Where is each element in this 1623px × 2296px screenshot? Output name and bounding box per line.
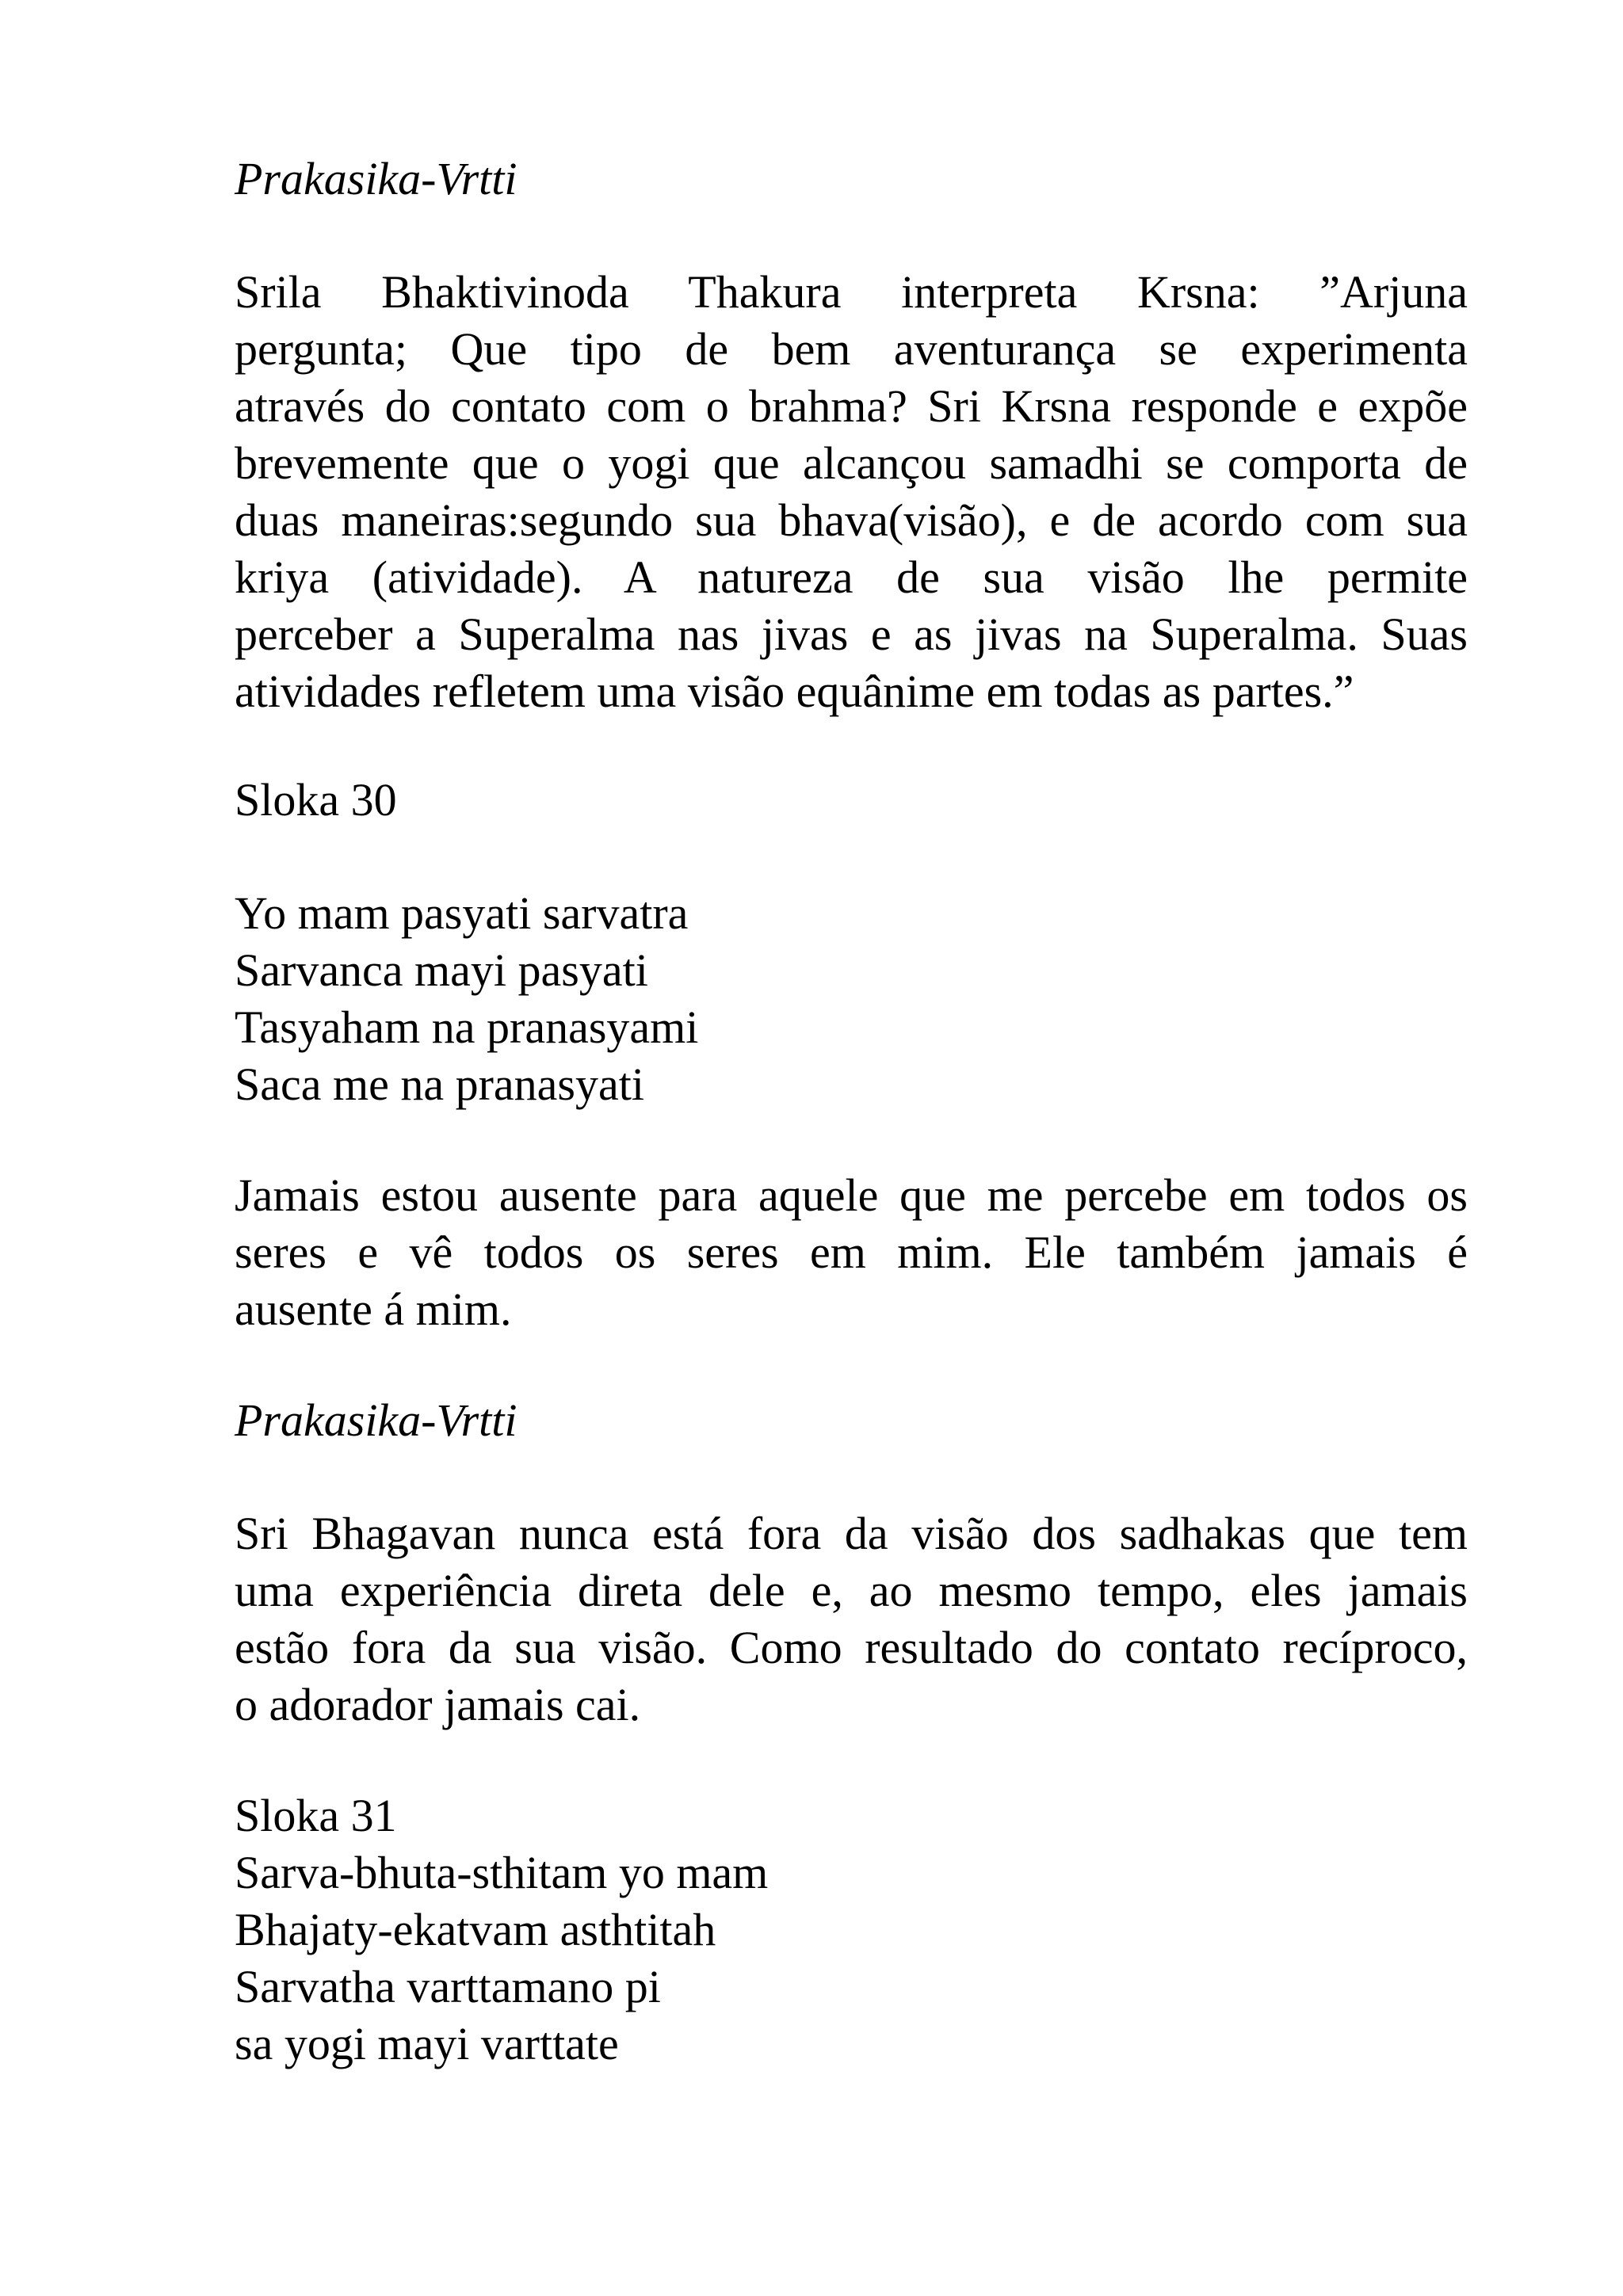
paragraph-line: duas maneiras:segundo sua bhava(visão), e de acordo com sua	[235, 494, 1468, 546]
sloka-title	[235, 1787, 1468, 1844]
translation-paragraph	[235, 1167, 1468, 1338]
paragraph-line: brevemente que o yogi que alcançou samadhi se comporta de	[235, 437, 1468, 489]
sloka-title-text: Sloka 30	[235, 774, 397, 826]
paragraph-line: uma experiência direta dele e, ao mesmo tempo, eles jamais	[235, 1565, 1468, 1616]
verse-line: Sarvanca mayi pasyati	[235, 944, 648, 996]
paragraph-line: seres e vê todos os seres em mim. Ele também jamais é	[235, 1226, 1468, 1278]
paragraph-line: Jamais estou ausente para aquele que me percebe em todos os	[235, 1169, 1468, 1221]
sloka-verse	[235, 1844, 1468, 2073]
paragraph-line: Srila Bhaktivinoda Thakura interpreta Krsna: ”Arjuna	[235, 266, 1468, 318]
paragraph-line: atividades refletem uma visão equânime em todas as partes.”	[235, 666, 1354, 717]
verse-line: Bhajaty-ekatvam asthtitah	[235, 1904, 716, 1955]
sloka-title	[235, 772, 1468, 829]
heading-text: Prakasika-Vrtti	[235, 1394, 517, 1446]
verse-line: Saca me na pranasyati	[235, 1058, 644, 1110]
section-heading	[235, 1392, 1468, 1449]
paragraph-line: o adorador jamais cai.	[235, 1679, 641, 1730]
commentary-paragraph	[235, 1505, 1468, 1733]
paragraph-line: kriya (atividade). A natureza de sua visão lhe permite	[235, 551, 1468, 603]
paragraph-line: pergunta; Que tipo de bem aventurança se experimenta	[235, 323, 1468, 375]
verse-line: sa yogi mayi varttate	[235, 2018, 619, 2069]
commentary-paragraph	[235, 264, 1468, 720]
section-heading	[235, 151, 1468, 208]
verse-line: Sarva-bhuta-sthitam yo mam	[235, 1847, 769, 1898]
sloka-title-text: Sloka 31	[235, 1790, 397, 1841]
paragraph-line: através do contato com o brahma? Sri Krsna responde e expõe	[235, 380, 1468, 432]
paragraph-line: Sri Bhagavan nunca está fora da visão dos sadhakas que tem	[235, 1508, 1468, 1559]
verse-line: Tasyaham na pranasyami	[235, 1001, 699, 1053]
paragraph-line: estão fora da sua visão. Como resultado do contato recíproco,	[235, 1622, 1468, 1673]
sloka-verse	[235, 885, 1468, 1113]
verse-line: Yo mam pasyati sarvatra	[235, 887, 689, 939]
paragraph-line: perceber a Superalma nas jivas e as jivas na Superalma. Suas	[235, 608, 1468, 660]
heading-text: Prakasika-Vrtti	[235, 153, 517, 204]
verse-line: Sarvatha varttamano pi	[235, 1961, 661, 2012]
paragraph-line: ausente á mim.	[235, 1283, 512, 1335]
